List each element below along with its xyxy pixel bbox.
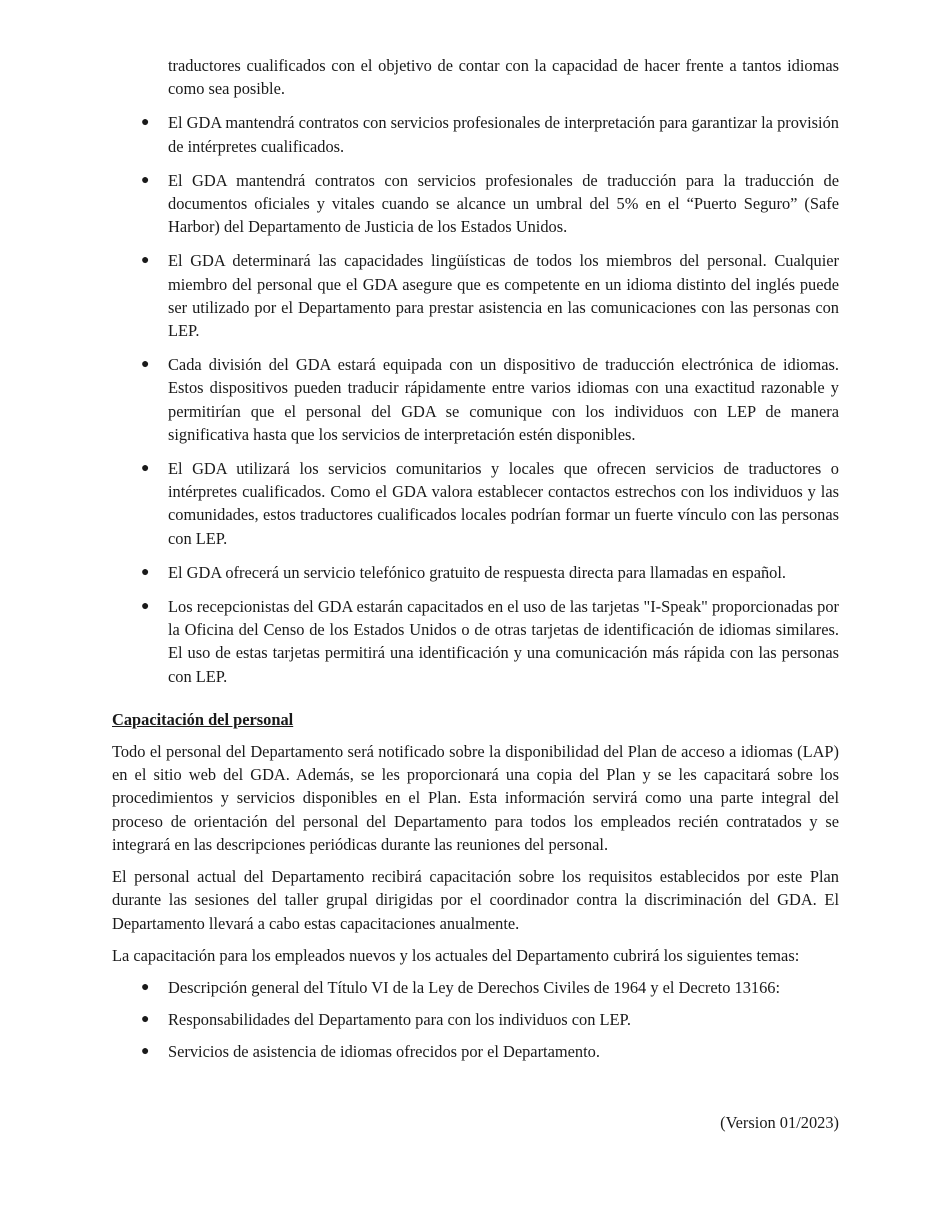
- list-item: [112, 457, 839, 550]
- list-item-text: Los recepcionistas del GDA estarán capacitados en el uso de las tarjetas "I-Speak" proporcionadas por la Oficina del Censo de los Estados Unidos o de otras tarjetas de identificación de idiomas similares. El uso de estas tarjetas permitirá una identificación y una comunicación más rápida con las personas con LEP.: [168, 597, 839, 686]
- list-item-text: Servicios de asistencia de idiomas ofrecidos por el Departamento.: [168, 1042, 600, 1062]
- list-item: [112, 249, 839, 342]
- bullet-icon: ●: [141, 115, 150, 131]
- training-topics-list: [112, 976, 839, 1064]
- document-page: [112, 54, 839, 1073]
- bullet-icon: ●: [141, 1012, 150, 1028]
- list-item: [112, 976, 839, 999]
- paragraph: Todo el personal del Departamento será notificado sobre la disponibilidad del Plan de acceso a idiomas (LAP) en el sitio web del GDA. Además, se les proporcionará una copia del Plan y se les capacitará sobre los procedimientos y servicios disponibles en el Plan. Esta información servirá como una parte integral del proceso de orientación del personal del Departamento para todos los empleados recién contratados y se integrará en las descripciones periódicas durante las reuniones del personal.: [112, 742, 839, 854]
- list-item: [112, 1040, 839, 1063]
- list-item-text: Descripción general del Título VI de la Ley de Derechos Civiles de 1964 y el Decreto 13166:: [168, 977, 781, 997]
- bullet-icon: ●: [141, 564, 150, 580]
- bullet-icon: ●: [141, 253, 150, 269]
- list-item: [112, 111, 839, 157]
- list-item-text: El GDA mantendrá contratos con servicios profesionales de interpretación para garantizar la provisión de intérpretes cualificados.: [168, 113, 839, 156]
- list-item: [112, 353, 839, 446]
- list-item-text: El GDA utilizará los servicios comunitarios y locales que ofrecen servicios de traductores o intérpretes cualificados. Como el GDA valora establecer contactos estrechos con los individuos y las comunidades, estos traductores cualificados locales podrían formar un fuerte vínculo con las personas con LEP.: [168, 459, 839, 548]
- paragraph: El personal actual del Departamento recibirá capacitación sobre los requisitos establecidos por este Plan durante las sesiones del taller grupal dirigidas por el coordinador contra la discriminación del GDA. El Departamento llevará a cabo estas capacitaciones anualmente.: [112, 867, 839, 933]
- bullet-icon: ●: [141, 599, 150, 615]
- list-item: [112, 595, 839, 688]
- list-item: [112, 1008, 839, 1031]
- paragraph: La capacitación para los empleados nuevos y los actuales del Departamento cubrirá los siguientes temas:: [112, 945, 800, 965]
- section-heading: Capacitación del personal: [112, 709, 294, 729]
- continuation-text: traductores cualificados con el objetivo de contar con la capacidad de hacer frente a tantos idiomas como sea posible.: [168, 56, 839, 99]
- list-item: [112, 169, 839, 239]
- list-item-text: El GDA mantendrá contratos con servicios profesionales de traducción para la traducción de documentos oficiales y vitales cuando se alcance un umbral del 5% en el “Puerto Seguro” (Safe Harbor) del Departamento de Justicia de los Estados Unidos.: [168, 170, 839, 237]
- bullet-icon: ●: [141, 172, 150, 188]
- version-footer: (Version 01/2023): [720, 1113, 839, 1132]
- list-item-text: Responsabilidades del Departamento para con los individuos con LEP.: [168, 1010, 631, 1030]
- list-item: [112, 561, 839, 584]
- list-item-text: El GDA determinará las capacidades lingüísticas de todos los miembros del personal. Cualquier miembro del personal que el GDA asegure que es competente en un idioma distinto del inglés puede ser utilizado por el Departamento para prestar asistencia en las comunicaciones con las personas con LEP.: [168, 251, 839, 341]
- bullet-icon: ●: [141, 357, 150, 373]
- list-item-text: Cada división del GDA estará equipada con un dispositivo de traducción electrónica de idiomas. Estos dispositivos pueden traducir rápidamente entre varios idiomas con una exactitud razonable y permitirían que el personal del GDA se comunique con los individuos con LEP de manera significativa hasta que los servicios de interpretación estén disponibles.: [168, 355, 839, 444]
- bullet-icon: ●: [141, 1044, 150, 1060]
- bullet-icon: ●: [141, 979, 150, 995]
- bullet-icon: ●: [141, 461, 150, 477]
- list-item-text: El GDA ofrecerá un servicio telefónico gratuito de respuesta directa para llamadas en español.: [168, 562, 787, 582]
- measures-list: [112, 111, 839, 687]
